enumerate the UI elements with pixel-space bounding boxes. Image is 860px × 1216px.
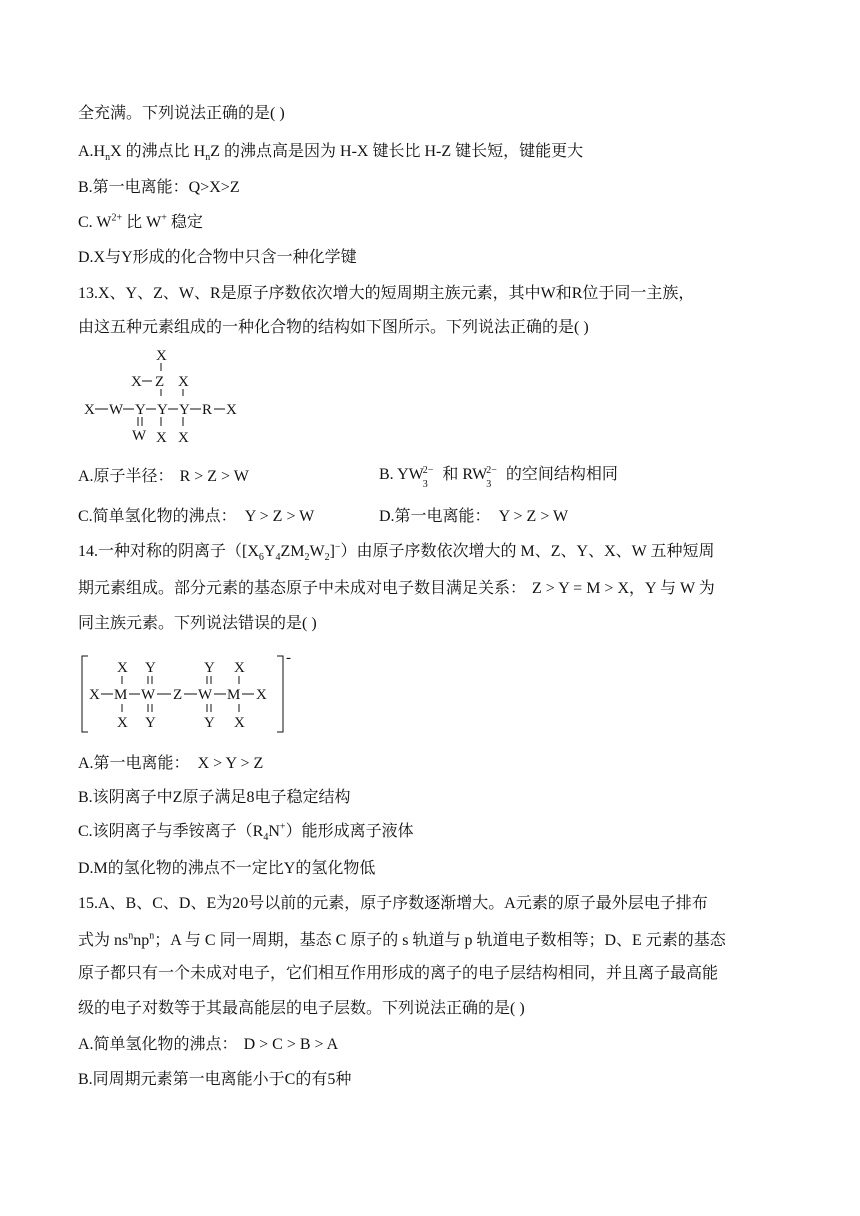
atom-label: W xyxy=(109,402,124,418)
q14-option-c: C.该阴离子与季铵离子$(R_4N^+)$能形成离子液体 xyxy=(78,821,414,844)
atom-label: X xyxy=(226,402,237,418)
atom-label: X xyxy=(117,660,128,676)
q14-stem-line2: 期元素组成。部分元素的基态原子中未成对电子数目满足关系： Z > Y = M > X，Y 与 W 为 xyxy=(78,580,715,597)
atom-label: X xyxy=(256,687,267,703)
atom-label: X xyxy=(178,374,189,390)
atom-label: X xyxy=(131,374,142,390)
q15-option-b: B.同周期元素第一电离能小于C的有5种 xyxy=(78,1071,352,1088)
q15-stem-line4: 级的电子对数等于其最高能层的电子层数。下列说法正确的是( ) xyxy=(78,1000,525,1017)
atom-label: W xyxy=(198,687,213,703)
atom-label: Y xyxy=(135,402,146,418)
q13-structure-diagram xyxy=(80,344,250,446)
atom-label: X xyxy=(234,715,245,731)
q13-stem-line1: 13.X、Y、Z、W、R是原子序数依次增大的短周期主族元素，其中W和R位于同一主族， xyxy=(78,285,695,302)
atom-label: M xyxy=(114,687,128,703)
atom-label: Y xyxy=(145,715,156,731)
atom-label: X xyxy=(84,402,95,418)
charge-label: - xyxy=(286,652,291,666)
q12-option-b: B.第一电离能：Q>X>Z xyxy=(78,179,240,196)
q14-stem-line3: 同主族元素。下列说法错误的是( ) xyxy=(78,615,317,632)
q12-option-d: D.X与Y形成的化合物中只含一种化学键 xyxy=(78,249,357,266)
atom-label: X xyxy=(156,430,167,446)
atom-label: X xyxy=(234,660,245,676)
atom-label: Z xyxy=(155,374,165,390)
atom-label: Y xyxy=(204,715,215,731)
q14-option-b: B.该阴离子中Z原子满足8电子稳定结构 xyxy=(78,789,351,806)
q15-stem-line1: 15.A、B、C、D、E为20号以前的元素，原子序数逐渐增大。A元素的原子最外层电子排布 xyxy=(78,895,708,912)
q14-option-d: D.M的氢化物的沸点不一定比Y的氢化物低 xyxy=(78,860,376,877)
q14-option-a: A.第一电离能： X > Y > Z xyxy=(78,755,264,772)
q13-stem-line2: 由这五种元素组成的一种化合物的结构如下图所示。下列说法正确的是( ) xyxy=(78,319,589,336)
atom-label: Y xyxy=(179,402,190,418)
atom-label: W xyxy=(132,428,147,444)
atom-label: X xyxy=(156,348,167,364)
q14-stem-line1: 14.一种对称的阴离子$([X_6Y_4ZM_2W_2]^-)$由原子序数依次增大的 M、Z、Y、X、W 五种短周 xyxy=(78,541,715,564)
atom-label: X xyxy=(178,430,189,446)
atom-label: Y xyxy=(204,660,215,676)
q15-stem-line3: 原子都只有一个未成对电子，它们相互作用形成的离子的电子层结构相同，并且离子最高能 xyxy=(78,965,719,982)
q12-stem-tail: 全充满。下列说法正确的是( ) xyxy=(78,105,285,122)
q15-stem-line2: 式为 $ns^nnp^n$；A 与 C 同一周期，基态 C 原子的 s 轨道与 p 轨道电子数相等；D、E 元素的基态 xyxy=(78,930,726,949)
atom-label: Y xyxy=(145,660,156,676)
q13-option-d: D.第一电离能： Y > Z > W xyxy=(379,508,569,525)
q13-option-b: B. $YW_3^{2-}$ 和 $RW_3^{2-}$ 的空间结构相同 xyxy=(379,464,618,491)
q14-structure-diagram xyxy=(80,652,300,736)
atom-label: R xyxy=(202,402,213,418)
atom-label: M xyxy=(227,687,241,703)
atom-label: Z xyxy=(173,687,183,703)
atom-label: W xyxy=(141,687,156,703)
q13-option-c: C.简单氢化物的沸点： Y > Z > W xyxy=(78,508,315,525)
q13-option-a: A.原子半径： R > Z > W xyxy=(78,468,249,485)
q12-option-a: $A.H_nX$ 的沸点比 $H_nZ$ 的沸点高是因为 H-X 键长比 H-Z 键长短，键能更大 xyxy=(78,143,584,164)
atom-label: X xyxy=(89,687,100,703)
q12-option-c: C. $W^{2+}$ 比 W+ 稳定 xyxy=(78,212,203,231)
q15-option-a: A.简单氢化物的沸点： D > C > B > A xyxy=(78,1036,339,1053)
atom-label: Y xyxy=(157,402,168,418)
atom-label: X xyxy=(117,715,128,731)
